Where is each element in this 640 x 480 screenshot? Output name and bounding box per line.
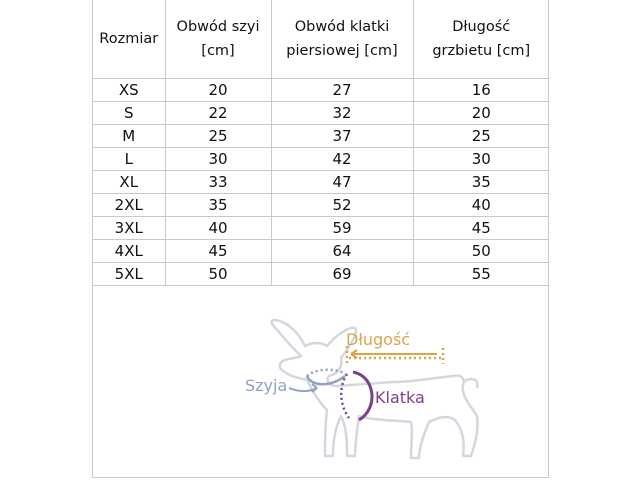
length-label: Długość — [346, 330, 411, 349]
table-cell: S — [93, 102, 165, 125]
header-chest-circumference: Obwód klatki piersiowej [cm] — [271, 0, 413, 79]
header-neck-circumference: Obwód szyi [cm] — [165, 0, 271, 79]
table-cell: 33 — [165, 171, 271, 194]
table-cell: 35 — [165, 194, 271, 217]
table-cell: 30 — [413, 148, 549, 171]
table-cell: 30 — [165, 148, 271, 171]
size-table — [93, 0, 549, 286]
table-cell: 59 — [271, 217, 413, 240]
table-row — [93, 240, 549, 263]
chest-label: Klatka — [375, 388, 425, 407]
header-size: Rozmiar — [93, 0, 165, 79]
table-cell: 32 — [271, 102, 413, 125]
table-cell: 5XL — [93, 263, 165, 286]
dog-tail — [463, 379, 477, 388]
table-row — [93, 102, 549, 125]
table-cell: 37 — [271, 125, 413, 148]
table-cell: 52 — [271, 194, 413, 217]
table-cell: 27 — [271, 79, 413, 102]
table-row — [93, 194, 549, 217]
table-cell: 69 — [271, 263, 413, 286]
table-cell: 50 — [165, 263, 271, 286]
table-row — [93, 263, 549, 286]
neck-label: Szyja — [245, 376, 288, 395]
table-cell: 42 — [271, 148, 413, 171]
table-body — [93, 79, 549, 286]
table-cell: 25 — [413, 125, 549, 148]
dog-measurement-diagram — [93, 316, 550, 478]
header-row — [93, 0, 549, 79]
dog-illustration — [93, 316, 550, 478]
table-cell: 47 — [271, 171, 413, 194]
table-cell: M — [93, 125, 165, 148]
neck-solid-arc — [307, 376, 345, 384]
header-back-length: Długość grzbietu [cm] — [413, 0, 549, 79]
table-cell: 45 — [413, 217, 549, 240]
table-cell: 50 — [413, 240, 549, 263]
table-cell: XL — [93, 171, 165, 194]
table-row — [93, 217, 549, 240]
neck-arrow-head — [312, 384, 317, 392]
table-cell: 2XL — [93, 194, 165, 217]
table-cell: 20 — [165, 79, 271, 102]
table-cell: 40 — [165, 217, 271, 240]
table-cell: 25 — [165, 125, 271, 148]
table-cell: 45 — [165, 240, 271, 263]
table-cell: 40 — [413, 194, 549, 217]
table-cell: 64 — [271, 240, 413, 263]
table-cell: 22 — [165, 102, 271, 125]
table-cell: XS — [93, 79, 165, 102]
chest-solid-arc — [353, 372, 372, 420]
table-cell: 4XL — [93, 240, 165, 263]
table-cell: 20 — [413, 102, 549, 125]
table-row — [93, 125, 549, 148]
table-cell: 35 — [413, 171, 549, 194]
table-cell: L — [93, 148, 165, 171]
table-cell: 16 — [413, 79, 549, 102]
chest-dotted-arc — [341, 374, 349, 418]
table-row — [93, 79, 549, 102]
table-row — [93, 148, 549, 171]
table-row — [93, 171, 549, 194]
table-cell: 3XL — [93, 217, 165, 240]
size-chart-sheet — [92, 0, 549, 478]
table-cell: 55 — [413, 263, 549, 286]
